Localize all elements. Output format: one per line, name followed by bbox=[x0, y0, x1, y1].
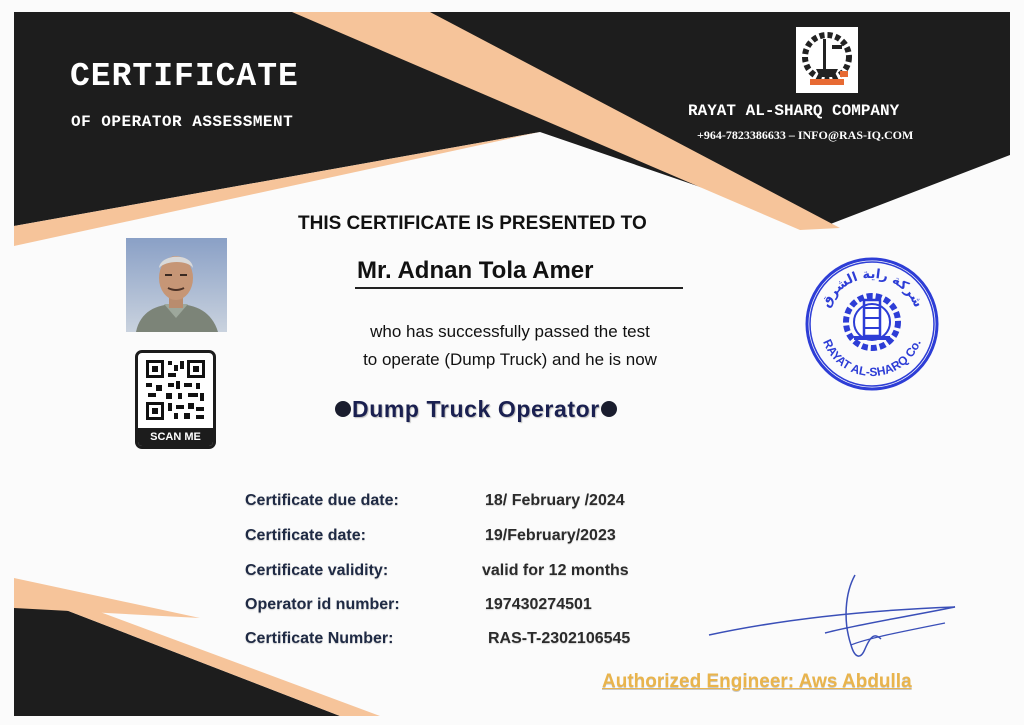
detail-label: Certificate Number: bbox=[245, 630, 394, 647]
bullet-dot-icon bbox=[335, 401, 351, 417]
role-title bbox=[334, 396, 618, 423]
detail-label: Certificate validity: bbox=[245, 562, 389, 579]
detail-value: 197430274501 bbox=[485, 596, 592, 613]
recipient-underline bbox=[355, 287, 683, 289]
signature-icon bbox=[705, 573, 960, 663]
presented-to-heading: THIS CERTIFICATE IS PRESENTED TO bbox=[298, 213, 647, 234]
company-name: RAYAT AL-SHARQ COMPANY bbox=[688, 102, 900, 120]
oil-derrick-gear-icon bbox=[796, 27, 858, 93]
stamp-english-text: RAYAT AL-SHARQ Co. bbox=[820, 337, 924, 380]
detail-label: Operator id number: bbox=[245, 596, 400, 613]
operator-portrait-photo bbox=[126, 238, 227, 332]
role-text: Dump Truck Operator bbox=[352, 396, 600, 422]
detail-label: Certificate date: bbox=[245, 527, 366, 544]
stamp-arabic-text: شركة راية الشرق bbox=[818, 266, 926, 311]
company-contact: +964-7823386633 – INFO@RAS-IQ.COM bbox=[697, 128, 914, 142]
statement-line-1: who has successfully passed the test bbox=[370, 322, 650, 341]
certificate-subtitle: OF OPERATOR ASSESSMENT bbox=[71, 113, 294, 131]
statement-line-2: to operate (Dump Truck) and he is now bbox=[363, 350, 657, 369]
detail-value: RAS-T-2302106545 bbox=[488, 630, 631, 647]
detail-label: Certificate due date: bbox=[245, 492, 399, 509]
certificate-title: CERTIFICATE bbox=[70, 58, 299, 95]
detail-value: 19/February/2023 bbox=[485, 527, 616, 544]
detail-value: valid for 12 months bbox=[482, 562, 629, 579]
svg-text:RAYAT AL-SHARQ Co. bbox=[820, 337, 924, 379]
recipient-name: Mr. Adnan Tola Amer bbox=[357, 257, 594, 284]
scan-me-label: SCAN ME bbox=[138, 428, 213, 446]
bullet-dot-icon bbox=[601, 401, 617, 417]
detail-value: 18/ February /2024 bbox=[485, 492, 625, 509]
qr-code-icon bbox=[138, 353, 213, 428]
company-stamp bbox=[804, 256, 940, 392]
authorized-engineer: Authorized Engineer: Aws Abdulla bbox=[602, 671, 912, 692]
